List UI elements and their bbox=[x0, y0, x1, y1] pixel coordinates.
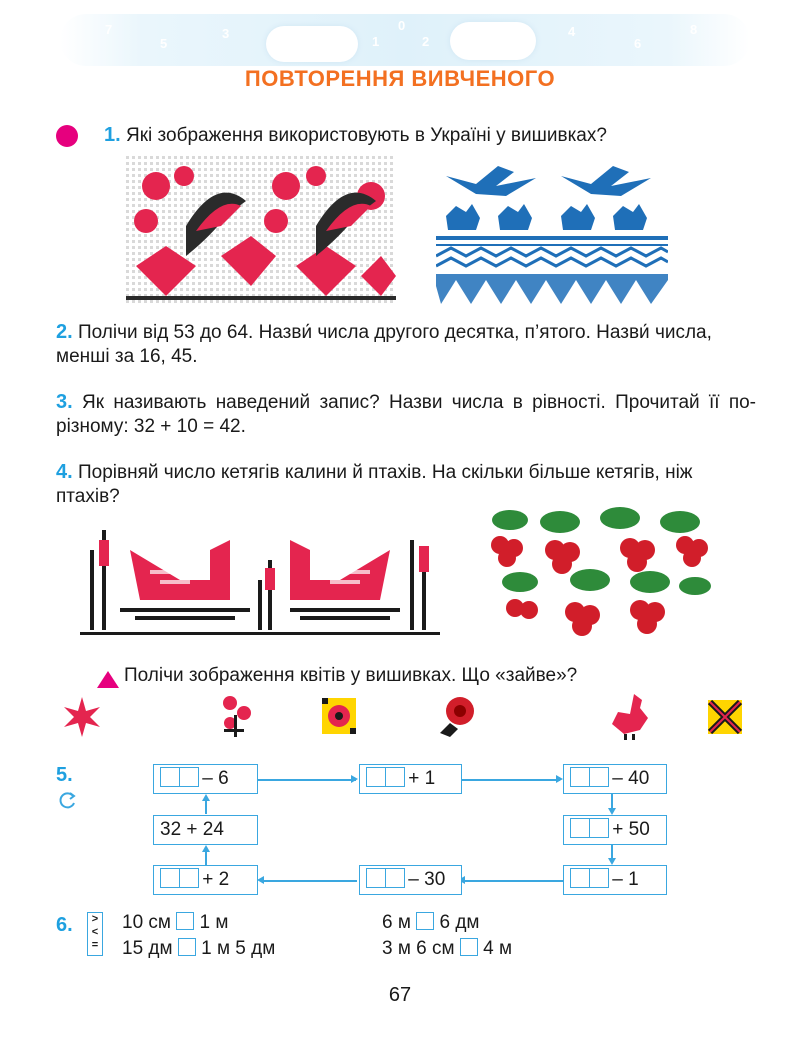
comparison-value: 1 м 5 дм bbox=[201, 938, 276, 959]
header-digit: 5 bbox=[160, 36, 168, 51]
task-number: 4. bbox=[56, 461, 73, 483]
rose-motif-icon bbox=[436, 693, 480, 739]
header-digit: 1 bbox=[372, 34, 380, 49]
comparison-right-1 bbox=[382, 910, 479, 935]
embroidery-birds-roses-image bbox=[126, 156, 396, 306]
empty-square-icon bbox=[366, 767, 386, 787]
empty-square-icon bbox=[179, 868, 199, 888]
task-1 bbox=[104, 123, 607, 148]
arrow-up-icon bbox=[202, 794, 210, 801]
task-number: 2. bbox=[56, 321, 73, 343]
square-flower-motif-icon bbox=[320, 696, 358, 736]
comparison-value: 10 см bbox=[122, 912, 171, 933]
sign-greater: > bbox=[91, 913, 99, 925]
comparison-left-1 bbox=[122, 910, 228, 935]
cycle-icon bbox=[58, 790, 78, 810]
header-digit: 0 bbox=[398, 18, 406, 33]
flow-line bbox=[252, 779, 356, 781]
task-number: 3. bbox=[56, 391, 73, 413]
arrow-up-icon bbox=[202, 845, 210, 852]
chain-box-6 bbox=[153, 865, 258, 895]
task-text: Полічи від 53 до 64. Назви́ числа другого десятка, п’ятого. Назви́ числа, менші за 16, 45. bbox=[56, 322, 712, 367]
answer-box[interactable] bbox=[460, 938, 478, 956]
chain-box-text: + 1 bbox=[408, 768, 436, 789]
chain-box-text: – 6 bbox=[202, 768, 229, 789]
answer-box[interactable] bbox=[178, 938, 196, 956]
task-number: 5. bbox=[56, 764, 73, 786]
flow-line bbox=[262, 880, 357, 882]
task-number: 6. bbox=[56, 914, 73, 936]
empty-square-icon bbox=[179, 767, 199, 787]
cloud-icon bbox=[266, 26, 358, 62]
task-number: 1. bbox=[104, 124, 121, 146]
comparison-value: 6 м bbox=[382, 912, 411, 933]
answer-box[interactable] bbox=[176, 912, 194, 930]
empty-square-icon bbox=[570, 818, 590, 838]
task-3 bbox=[56, 390, 756, 439]
header-digit: 7 bbox=[105, 22, 113, 37]
empty-square-icon bbox=[570, 868, 590, 888]
triangle-task-text: Полічи зображення квітів у вишивках. Що «зайве»? bbox=[124, 665, 578, 686]
chain-box-3 bbox=[563, 764, 667, 794]
comparison-value: 1 м bbox=[199, 912, 229, 933]
flow-line bbox=[456, 779, 560, 781]
answer-box[interactable] bbox=[416, 912, 434, 930]
empty-square-icon bbox=[385, 767, 405, 787]
chain-box-7 bbox=[359, 865, 462, 895]
embroidery-swans-image bbox=[80, 520, 440, 640]
header-digit: 3 bbox=[222, 26, 230, 41]
comparison-value: 4 м bbox=[483, 938, 513, 959]
header-digit: 8 bbox=[690, 22, 698, 37]
flow-line bbox=[463, 880, 563, 882]
comparison-signs-icon bbox=[87, 912, 103, 956]
header-digit: 6 bbox=[634, 36, 642, 51]
arrow-down-icon bbox=[608, 808, 616, 815]
chain-box-2 bbox=[359, 764, 462, 794]
task-2 bbox=[56, 320, 756, 369]
arrow-down-icon bbox=[608, 858, 616, 865]
comparison-value: 15 дм bbox=[122, 938, 173, 959]
task-text: Які зображення використовують в Україні у вишивках? bbox=[125, 125, 607, 146]
chain-box-text: + 50 bbox=[612, 819, 650, 840]
chain-box-8 bbox=[563, 865, 667, 895]
empty-square-icon bbox=[589, 868, 609, 888]
arrow-right-icon bbox=[556, 775, 563, 783]
magenta-dot-icon bbox=[56, 125, 78, 147]
empty-square-icon bbox=[385, 868, 405, 888]
rooster-motif-icon bbox=[604, 690, 650, 740]
empty-square-icon bbox=[366, 868, 386, 888]
page-number: 67 bbox=[388, 984, 412, 1006]
arrow-left-icon bbox=[257, 876, 264, 884]
header-digit: 2 bbox=[422, 34, 430, 49]
comparison-left-2 bbox=[122, 936, 275, 961]
star-motif-icon bbox=[60, 695, 104, 739]
empty-square-icon bbox=[160, 868, 180, 888]
chain-box-text: – 1 bbox=[612, 869, 639, 890]
comparison-right-2 bbox=[382, 936, 512, 961]
cross-stitch-motif-icon bbox=[708, 700, 742, 734]
empty-square-icon bbox=[589, 818, 609, 838]
comparison-value: 6 дм bbox=[439, 912, 480, 933]
empty-square-icon bbox=[570, 767, 590, 787]
chain-box-text: – 40 bbox=[612, 768, 650, 789]
chain-box-text: + 2 bbox=[202, 869, 230, 890]
flower-branch-motif-icon bbox=[216, 693, 256, 739]
empty-square-icon bbox=[160, 767, 180, 787]
page-title: ПОВТОРЕННЯ ВИВЧЕНОГО bbox=[244, 66, 556, 91]
chain-box-text: – 30 bbox=[408, 869, 446, 890]
sign-equal: = bbox=[91, 939, 99, 951]
task-text: Як називають наведений запис? Назви числа в рівності. Прочитай її по-різному: 32 + 10 = 42. bbox=[56, 392, 756, 437]
chain-box-5 bbox=[563, 815, 667, 845]
empty-square-icon bbox=[589, 767, 609, 787]
arrow-right-icon bbox=[351, 775, 358, 783]
embroidery-viburnum-image bbox=[480, 500, 720, 640]
chain-box-1 bbox=[153, 764, 258, 794]
embroidery-blue-birds-image bbox=[436, 156, 668, 306]
header-digit: 4 bbox=[568, 24, 576, 39]
comparison-value: 3 м 6 см bbox=[382, 938, 455, 959]
task-text: Порівняй число кетягів калини й птахів. На скільки більше кетягів, ніж птахів? bbox=[56, 462, 693, 507]
cloud-icon bbox=[450, 22, 536, 60]
sign-less: < bbox=[91, 926, 99, 938]
chain-box-4: 32 + 24 bbox=[153, 815, 258, 845]
triangle-icon bbox=[97, 671, 119, 688]
